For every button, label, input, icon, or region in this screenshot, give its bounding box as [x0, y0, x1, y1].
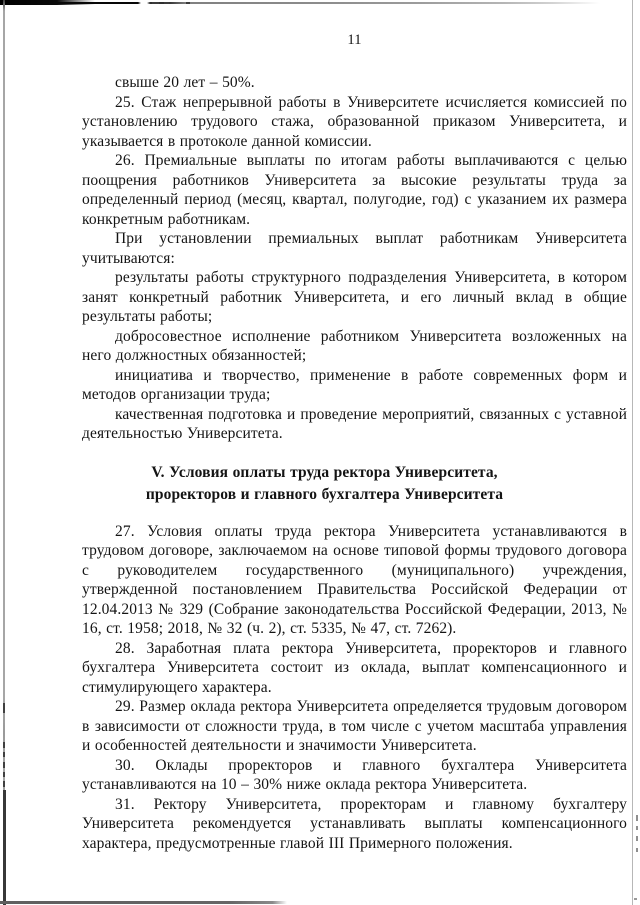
section-v-heading-line2: проректоров и главного бухгалтера Университета — [145, 485, 504, 503]
paragraph-26: 26. Премиальные выплаты по итогам работы выплачиваются с целью поощрения работников Университета за высокие результаты труда за определенный период (месяц, квартал, полугодие, год) с указанием их размера конкретным работникам. — [82, 152, 627, 228]
scan-edge-left-dash — [3, 762, 5, 768]
section-v-heading-line1: V. Условия оплаты труда ректора Университета, — [151, 463, 498, 481]
scan-edge-left-dash — [3, 781, 5, 787]
scan-edge-top-left-corner — [0, 0, 95, 5]
scan-edge-top-dash — [186, 2, 190, 4]
scan-edge-left-dash — [3, 742, 5, 748]
scan-edge-right-dash — [636, 848, 638, 852]
paragraph-criteria-diligence: добросовестное исполнение работником Университета возложенных на него должностных обязанностей; — [82, 327, 627, 364]
scan-edge-left-dash — [3, 703, 5, 713]
scan-edge-left-solid — [3, 790, 6, 905]
paragraph-premium-criteria-intro: При установлении премиальных выплат работникам Университета учитываются: — [82, 230, 627, 267]
scan-edge-left-dash — [3, 752, 5, 757]
paragraph-25: 25. Стаж непрерывной работы в Университете исчисляется комиссией по установлению трудового стажа, образованной приказом Университета, и указывается в протоколе данной комиссии. — [82, 93, 627, 150]
scan-edge-bottom-right-mark — [634, 898, 637, 900]
paragraph-27: 27. Условия оплаты труда ректора Университета устанавливаются в трудовом договоре, заключаемом на основе типовой формы трудового договора с руководителем государственного (муниципального) учреждения, утвержденной постановлением Правительства Российской Федерации от 12.04.2013 № 329 (Собрание законодательства Российской Федерации, 2013, № 16, ст. 1958; 2018, № 32 (ч. 2), ст. 5335, № 47, ст. 7262). — [82, 522, 627, 637]
scan-edge-right-dash — [636, 826, 638, 830]
paragraph-28: 28. Заработная плата ректора Университета, проректоров и главного бухгалтера Университета состоит из оклада, выплат компенсационного и стимулирующего характера. — [82, 639, 627, 696]
section-v-heading — [52, 462, 597, 506]
page-number: 11 — [347, 32, 362, 48]
paragraph-30: 30. Оклады проректоров и главного бухгалтера Университета устанавливаются на 10 – 30% ниже оклада ректора Университета. — [82, 756, 627, 793]
scan-edge-bottom — [0, 901, 287, 904]
scan-edge-left-dash — [3, 772, 5, 777]
paragraph-criteria-results: результаты работы структурного подразделения Университета, в котором занят конкретный работник Университета, и его личный вклад в общие результаты работы; — [82, 269, 627, 325]
paragraph-31: 31. Ректору Университета, проректорам и главному бухгалтеру Университета рекомендуется устанавливать выплаты компенсационного характера, предусмотренные главой III Примерного положения. — [82, 795, 627, 852]
paragraph-29: 29. Размер оклада ректора Университета определяется трудовым договором в зависимости от сложности труда, в том числе с учетом масштаба управления и особенностей деятельности и значимости Университета. — [82, 698, 627, 754]
scan-edge-right-dash — [636, 836, 638, 841]
scan-edge-top-dash — [152, 2, 159, 4]
document-content — [82, 30, 627, 853]
scan-edge-right-dash — [636, 815, 638, 821]
paragraph-criteria-initiative: инициатива и творчество, применение в работе современных форм и методов организации труда; — [82, 366, 627, 403]
scan-edge-left — [3, 0, 5, 905]
scan-edge-top-dash — [164, 2, 169, 4]
paragraph-criteria-events: качественная подготовка и проведение мероприятий, связанных с уставной деятельностью Университета. — [82, 405, 627, 442]
scan-edge-right — [632, 0, 633, 905]
paragraph-continuation-seniority: свыше 20 лет – 50%. — [115, 74, 255, 91]
